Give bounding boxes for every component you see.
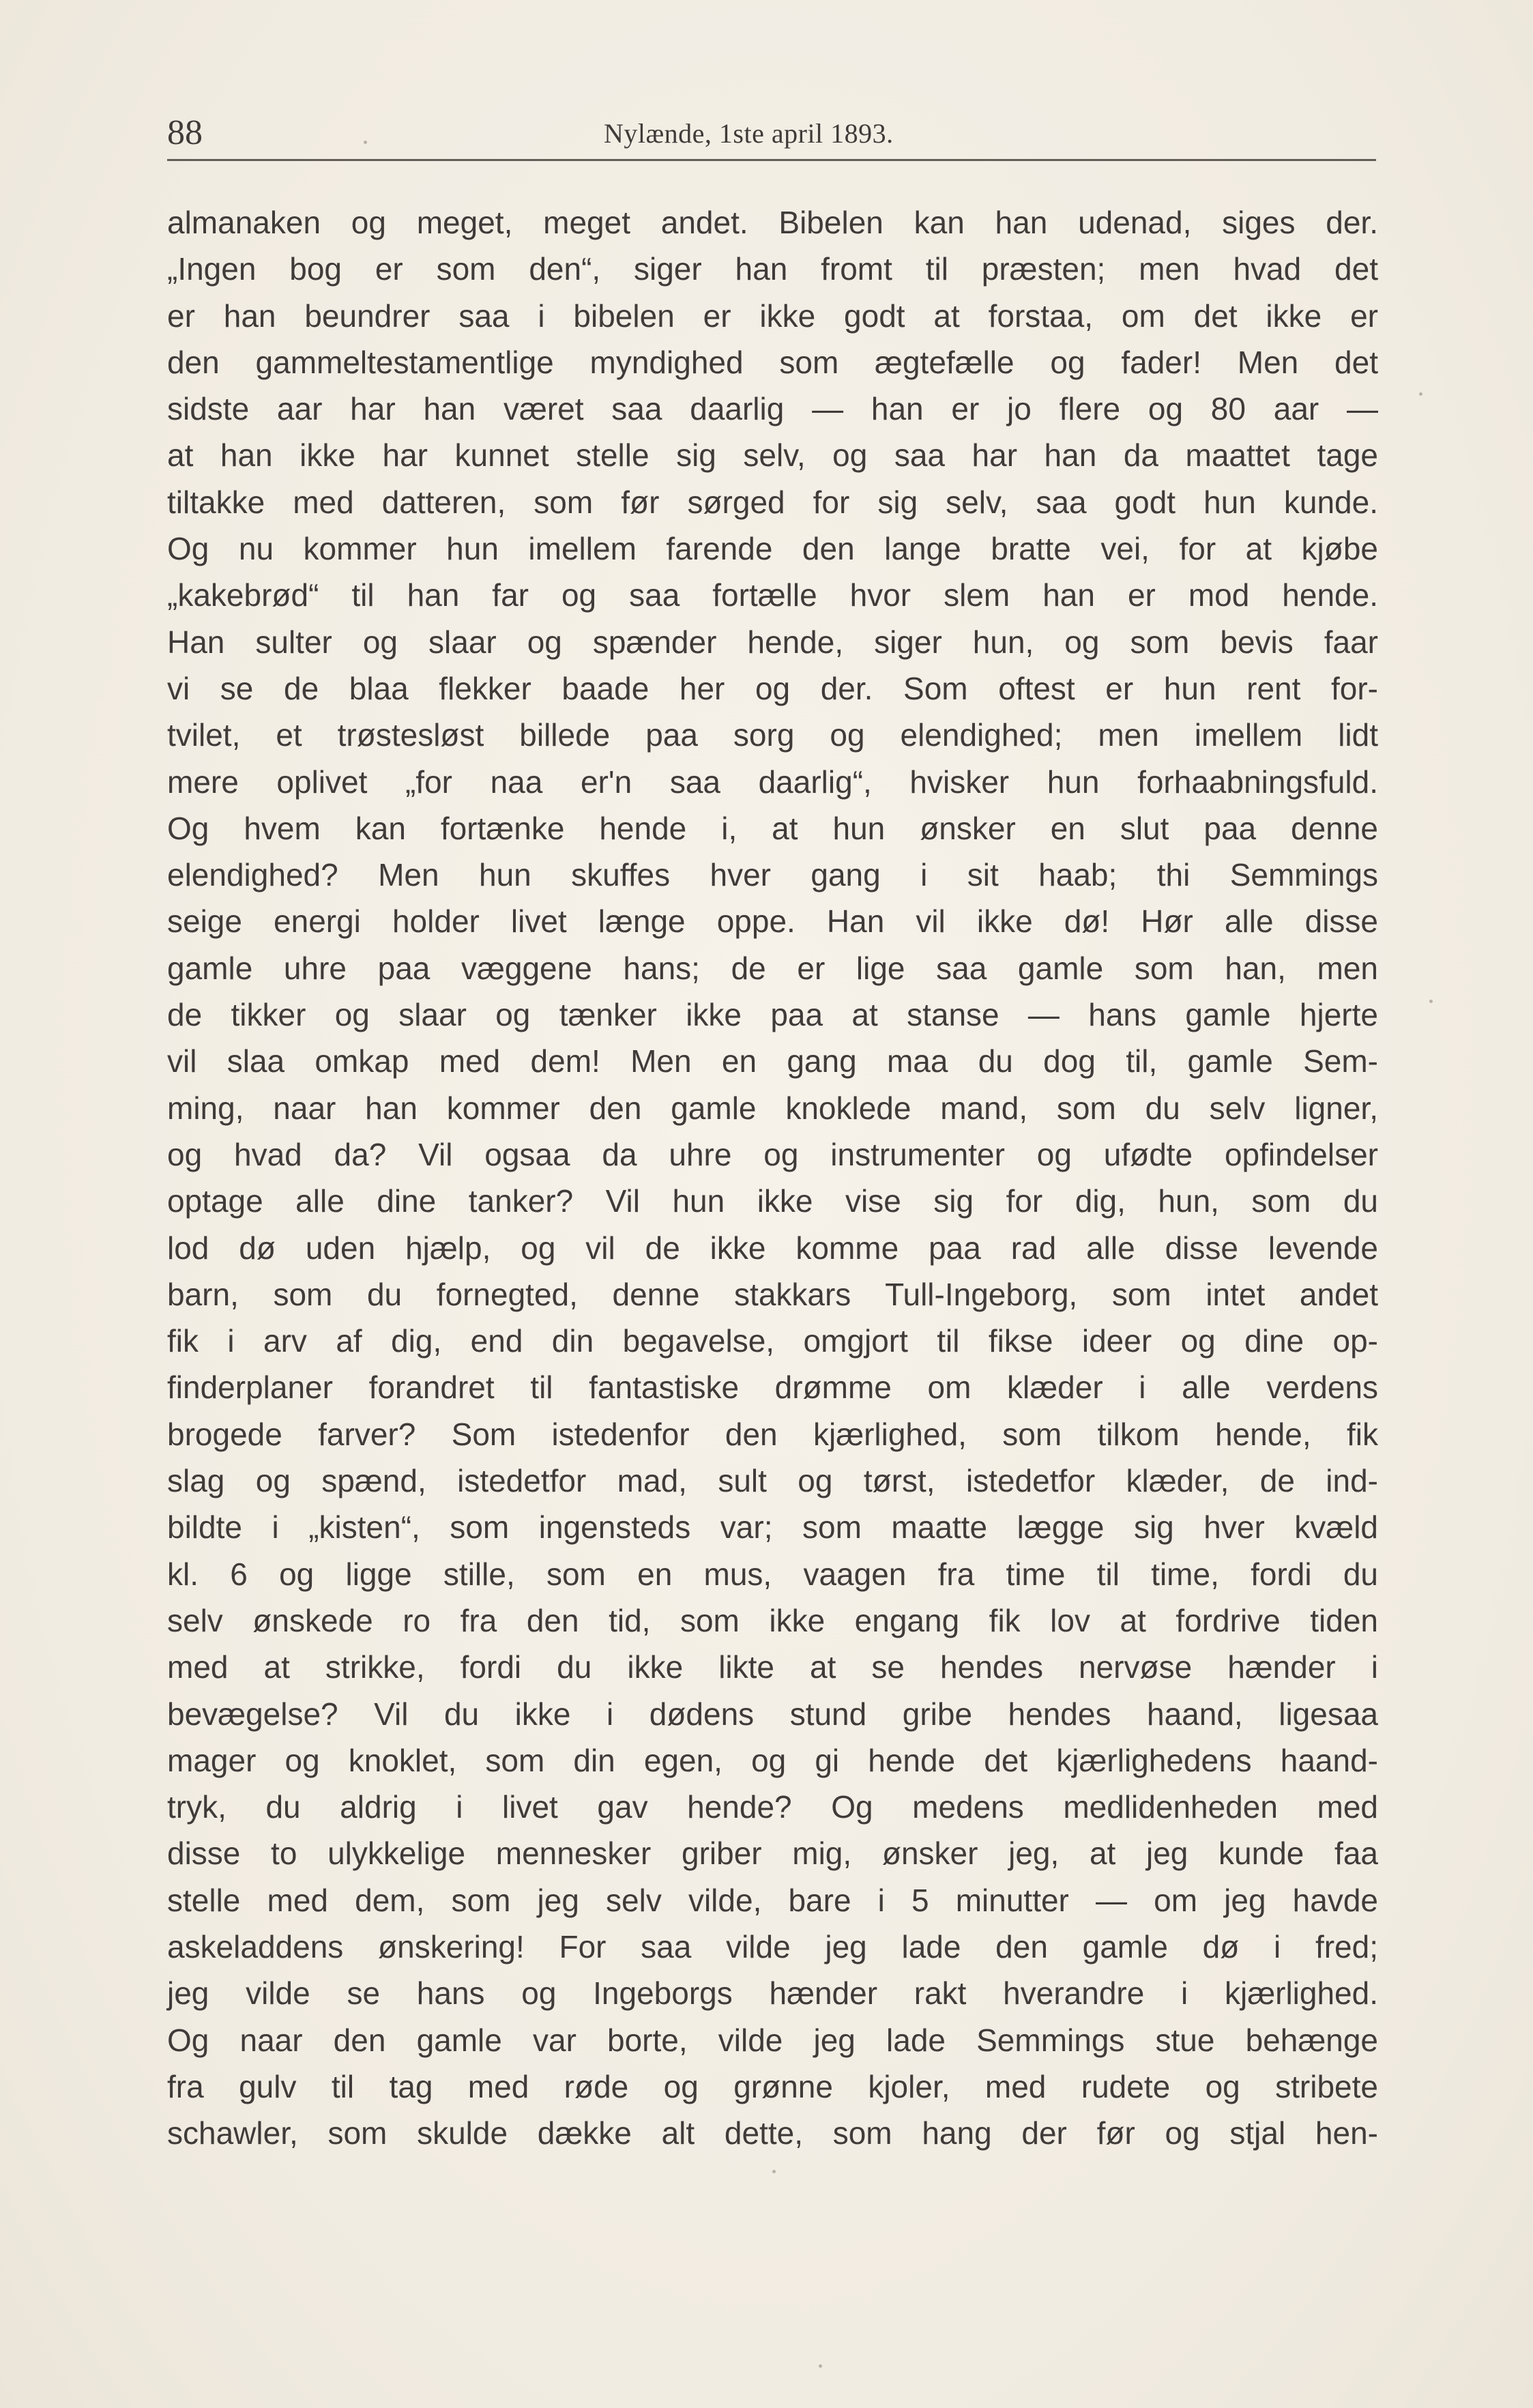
text-line: Og nu kommer hun imellem farende den lange bratte vei, for at kjøbe [167,531,1378,567]
text-line: schawler, som skulde dække alt dette, som hang der før og stjal hen- [167,2115,1378,2151]
text-line: og hvad da? Vil ogsaa da uhre og instrumenter og ufødte opfindelser [167,1136,1378,1172]
text-line: Og naar den gamle var borte, vilde jeg lade Semmings stue behænge [167,2022,1378,2058]
text-line: kl. 6 og ligge stille, som en mus, vaagen fra time til time, fordi du [167,1556,1378,1592]
text-line: vi se de blaa flekker baade her og der. Som oftest er hun rent for- [167,670,1378,706]
text-line: gamle uhre paa væggene hans; de er lige saa gamle som han, men [167,950,1378,986]
text-line: tvilet, et trøstesløst billede paa sorg og elendighed; men imellem lidt [167,717,1378,753]
text-line: barn, som du fornegted, denne stakkars Tull-Ingeborg, som intet andet [167,1276,1378,1312]
body-text [167,199,1378,2156]
text-line: „kakebrød“ til han far og saa fortælle hvor slem han er mod hende. [167,577,1378,613]
text-line: selv ønskede ro fra den tid, som ikke engang fik lov at fordrive tiden [167,1602,1378,1638]
text-line: bevægelse? Vil du ikke i dødens stund gribe hendes haand, ligesaa [167,1696,1378,1732]
text-line: tryk, du aldrig i livet gav hende? Og medens medlidenheden med [167,1789,1378,1825]
page-header [167,109,1375,157]
paper-speck [1429,1000,1433,1003]
text-line: sidste aar har han været saa daarlig — han er jo flere og 80 aar — [167,391,1378,427]
paper-speck [364,141,367,144]
running-head: Nylænde, 1ste april 1893. [604,118,894,149]
text-line: tiltakke med datteren, som før sørged for sig selv, saa godt hun kunde. [167,484,1378,520]
text-line: finderplaner forandret til fantastiske drømme om klæder i alle verdens [167,1369,1378,1406]
text-line: fra gulv til tag med røde og grønne kjoler, med rudete og stribete [167,2068,1378,2104]
text-line: „Ingen bog er som den“, siger han fromt til præsten; men hvad det [167,251,1378,287]
text-line: fik i arv af dig, end din begavelse, omgjort til fikse ideer og dine op- [167,1323,1378,1359]
text-line: mere oplivet „for naa er'n saa daarlig“, hvisker hun forhaabningsfuld. [167,764,1378,800]
text-line: bildte i „kisten“, som ingensteds var; som maatte lægge sig hver kvæld [167,1509,1378,1546]
text-line: de tikker og slaar og tænker ikke paa at stanse — hans gamle hjerte [167,997,1378,1033]
text-line: disse to ulykkelige mennesker griber mig, ønsker jeg, at jeg kunde faa [167,1836,1378,1872]
text-line: er han beundrer saa i bibelen er ikke godt at forstaa, om det ikke er [167,298,1378,334]
text-line: den gammeltestamentlige myndighed som ægtefælle og fader! Men det [167,344,1378,380]
text-line: jeg vilde se hans og Ingeborgs hænder rakt hverandre i kjærlighed. [167,1975,1378,2012]
text-line: elendighed? Men hun skuffes hver gang i sit haab; thi Semmings [167,857,1378,893]
text-line: seige energi holder livet længe oppe. Han vil ikke dø! Hør alle disse [167,903,1378,940]
text-line: Han sulter og slaar og spænder hende, siger hun, og som bevis faar [167,624,1378,660]
paper-speck [1419,392,1422,396]
text-line: Og hvem kan fortænke hende i, at hun ønsker en slut paa denne [167,810,1378,846]
text-line: at han ikke har kunnet stelle sig selv, og saa har han da maattet tage [167,437,1378,474]
text-line: vil slaa omkap med dem! Men en gang maa du dog til, gamle Sem- [167,1043,1378,1079]
text-line: lod dø uden hjælp, og vil de ikke komme paa rad alle disse levende [167,1230,1378,1266]
text-line: askeladdens ønskering! For saa vilde jeg lade den gamle dø i fred; [167,1928,1378,1964]
text-line: optage alle dine tanker? Vil hun ikke vise sig for dig, hun, som du [167,1183,1378,1219]
text-line: ming, naar han kommer den gamle knoklede mand, som du selv ligner, [167,1090,1378,1126]
paper-speck [772,2170,776,2173]
text-line: mager og knoklet, som din egen, og gi hende det kjærlighedens haand- [167,1742,1378,1778]
text-line: almanaken og meget, meget andet. Bibelen kan han udenad, siges der. [167,205,1378,240]
text-line: slag og spænd, istedetfor mad, sult og tørst, istedetfor klæder, de ind- [167,1463,1378,1499]
header-rule [167,159,1376,161]
text-line: stelle med dem, som jeg selv vilde, bare i 5 minutter — om jeg havde [167,1882,1378,1918]
page-number: 88 [167,113,203,152]
text-line: brogede farver? Som istedenfor den kjærlighed, som tilkom hende, fik [167,1416,1378,1452]
text-line: med at strikke, fordi du ikke likte at se hendes nervøse hænder i [167,1649,1378,1685]
paper-speck [819,2364,822,2368]
